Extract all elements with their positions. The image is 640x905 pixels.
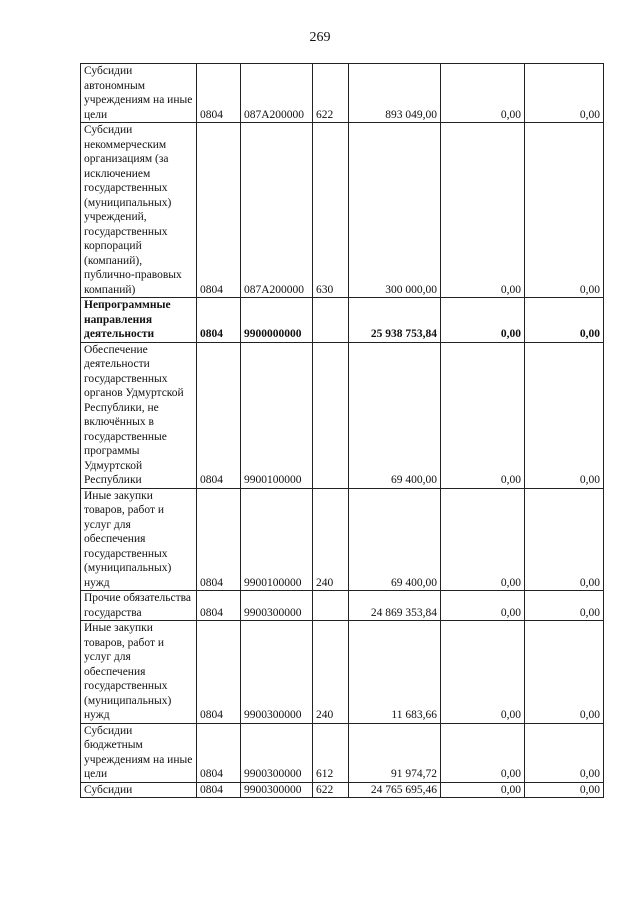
row-target-cell: 9900300000 xyxy=(241,782,313,798)
row-expense-type-cell: 630 xyxy=(313,123,349,298)
table-row xyxy=(81,123,604,298)
row-section-cell: 0804 xyxy=(197,298,241,343)
budget-table xyxy=(80,63,604,798)
row-name-cell: Иные закупки товаров, работ и услуг для обеспечения государственных (муниципальных) нужд xyxy=(81,621,197,724)
row-sum3-cell: 0,00 xyxy=(525,123,604,298)
row-sum3-cell: 0,00 xyxy=(525,298,604,343)
row-sum1-cell: 25 938 753,84 xyxy=(349,298,441,343)
row-sum3-cell: 0,00 xyxy=(525,621,604,724)
row-sum2-cell: 0,00 xyxy=(441,342,525,488)
row-target-cell: 9900100000 xyxy=(241,488,313,591)
row-sum3-cell: 0,00 xyxy=(525,782,604,798)
row-expense-type-cell xyxy=(313,591,349,621)
budget-table-body xyxy=(81,64,604,798)
row-expense-type-cell: 240 xyxy=(313,621,349,724)
table-row xyxy=(81,723,604,782)
row-expense-type-cell: 240 xyxy=(313,488,349,591)
row-expense-type-cell: 622 xyxy=(313,64,349,123)
row-expense-type-cell: 612 xyxy=(313,723,349,782)
row-name-cell: Субсидии xyxy=(81,782,197,798)
row-sum1-cell: 893 049,00 xyxy=(349,64,441,123)
row-sum2-cell: 0,00 xyxy=(441,591,525,621)
row-target-cell: 087А200000 xyxy=(241,64,313,123)
row-sum2-cell: 0,00 xyxy=(441,488,525,591)
row-target-cell: 087А200000 xyxy=(241,123,313,298)
row-sum1-cell: 69 400,00 xyxy=(349,342,441,488)
table-row xyxy=(81,782,604,798)
row-section-cell: 0804 xyxy=(197,123,241,298)
row-section-cell: 0804 xyxy=(197,782,241,798)
row-name-cell: Обеспечение деятельности государственных органов Удмуртской Республики, не включённых в государственные программы Удмуртской Республики xyxy=(81,342,197,488)
row-sum1-cell: 11 683,66 xyxy=(349,621,441,724)
row-expense-type-cell xyxy=(313,342,349,488)
row-target-cell: 9900300000 xyxy=(241,723,313,782)
row-sum2-cell: 0,00 xyxy=(441,782,525,798)
row-name-cell: Субсидии автономным учреждениям на иные цели xyxy=(81,64,197,123)
table-row xyxy=(81,488,604,591)
page-number: 269 xyxy=(309,30,331,45)
row-sum3-cell: 0,00 xyxy=(525,488,604,591)
row-section-cell: 0804 xyxy=(197,64,241,123)
row-section-cell: 0804 xyxy=(197,488,241,591)
row-section-cell: 0804 xyxy=(197,591,241,621)
row-target-cell: 9900000000 xyxy=(241,298,313,343)
table-row xyxy=(81,298,604,343)
row-section-cell: 0804 xyxy=(197,621,241,724)
table-row xyxy=(81,64,604,123)
row-name-cell: Субсидии некоммерческим организациям (за исключением государственных (муниципальных) учреждений, государственных корпораций (компаний), публично-правовых компаний) xyxy=(81,123,197,298)
table-row xyxy=(81,591,604,621)
row-sum1-cell: 300 000,00 xyxy=(349,123,441,298)
table-row xyxy=(81,342,604,488)
row-target-cell: 9900100000 xyxy=(241,342,313,488)
row-section-cell: 0804 xyxy=(197,723,241,782)
row-sum3-cell: 0,00 xyxy=(525,591,604,621)
row-sum2-cell: 0,00 xyxy=(441,298,525,343)
row-name-cell: Иные закупки товаров, работ и услуг для обеспечения государственных (муниципальных) нужд xyxy=(81,488,197,591)
row-sum1-cell: 24 869 353,84 xyxy=(349,591,441,621)
row-expense-type-cell: 622 xyxy=(313,782,349,798)
row-name-cell: Субсидии бюджетным учреждениям на иные цели xyxy=(81,723,197,782)
row-sum3-cell: 0,00 xyxy=(525,723,604,782)
row-sum2-cell: 0,00 xyxy=(441,64,525,123)
row-sum2-cell: 0,00 xyxy=(441,123,525,298)
row-target-cell: 9900300000 xyxy=(241,591,313,621)
row-section-cell: 0804 xyxy=(197,342,241,488)
row-sum3-cell: 0,00 xyxy=(525,64,604,123)
row-name-cell: Непрограммные направления деятельности xyxy=(81,298,197,343)
row-target-cell: 9900300000 xyxy=(241,621,313,724)
row-sum1-cell: 24 765 695,46 xyxy=(349,782,441,798)
row-sum3-cell: 0,00 xyxy=(525,342,604,488)
row-sum2-cell: 0,00 xyxy=(441,621,525,724)
row-expense-type-cell xyxy=(313,298,349,343)
row-sum2-cell: 0,00 xyxy=(441,723,525,782)
row-sum1-cell: 69 400,00 xyxy=(349,488,441,591)
table-row xyxy=(81,621,604,724)
row-sum1-cell: 91 974,72 xyxy=(349,723,441,782)
row-name-cell: Прочие обязательства государства xyxy=(81,591,197,621)
